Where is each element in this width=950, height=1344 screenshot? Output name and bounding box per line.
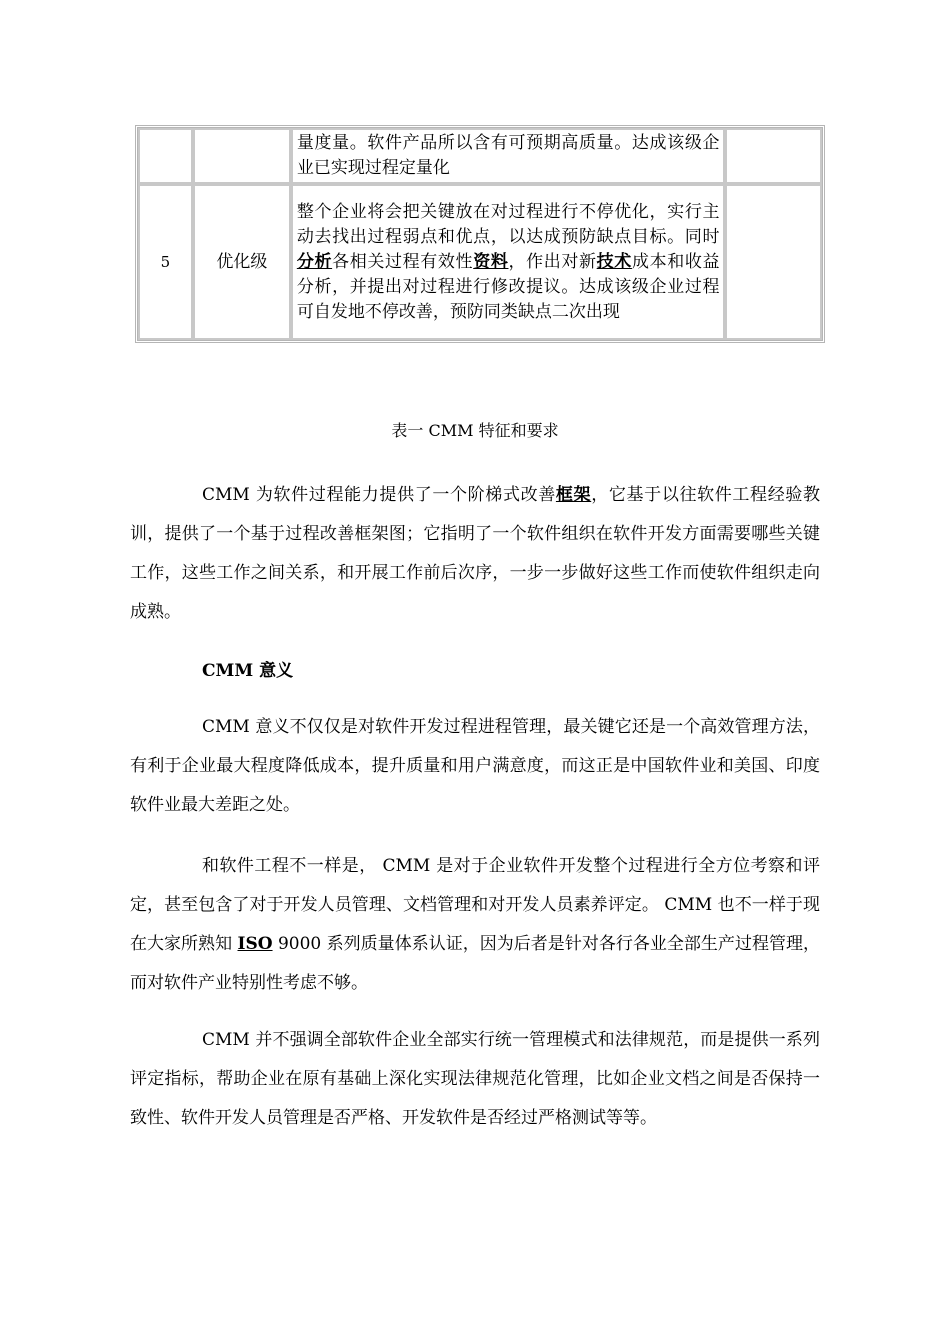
table-caption: 表一 CMM 特征和要求 (391, 421, 559, 440)
extra-cell (725, 184, 822, 340)
paragraph-text: CMM 为软件过程能力提供了一个阶梯式改善 (202, 485, 556, 505)
desc-text: 成本和收益分析，并提出对过程进行修改提议。达成该级企业过程可自发地不停改善，预防同类缺点二次出现 (296, 251, 720, 322)
level-name-cell: 优化级 (193, 184, 291, 340)
analysis-link[interactable]: 分析 (296, 251, 333, 272)
extra-cell (725, 128, 822, 184)
section-heading: CMM 意义 (202, 661, 294, 681)
framework-link[interactable]: 框架 (555, 485, 592, 505)
desc-text: 各相关过程有效性 (332, 251, 474, 272)
level-number-cell: 5 (138, 184, 193, 340)
desc-text: ，作出对新 (508, 251, 597, 272)
paragraph-text: 和软件工程不一样是， CMM 是对于企业软件开发整个过程进行全方位考察和评定，甚至包含了对于开发人员管理、文档管理和对开发人员素养评定。 CMM 也不一样于现在大家所熟知 (130, 856, 820, 954)
paragraph-cmm-meaning: CMM 意义不仅仅是对软件开发过程进程管理，最关键它还是一个高效管理方法，有利于企业最大程度降低成本，提升质量和用户满意度，而这正是中国软件业和美国、印度软件业最大差距之处。 (130, 717, 820, 815)
technology-link[interactable]: 技术 (596, 251, 632, 272)
data-link[interactable]: 资料 (473, 251, 509, 272)
level-name-cell (193, 128, 291, 184)
iso-link[interactable]: ISO (237, 934, 273, 954)
desc-text: 整个企业将会把关键放在对过程进行不停优化，实行主动去找出过程弱点和优点，以达成预防缺点目标。同时 (296, 201, 720, 247)
level-description-cell: 量度量。软件产品所以含有可预期高质量。达成该级企业已实现过程定量化 (291, 128, 726, 184)
paragraph-cmm-framework (130, 476, 820, 632)
paragraph-cmm-vs-software-engineering (130, 847, 820, 1003)
table-row (138, 128, 822, 184)
paragraph-text: 9000 系列质量体系认证，因为后者是针对各行各业全部生产过程管理，而对软件产业特别性考虑不够。 (130, 934, 820, 993)
paragraph-text: ，它基于以往软件工程经验教训，提供了一个基于过程改善框架图；它指明了一个软件组织在软件开发方面需要哪些关键工作，这些工作之间关系，和开展工作前后次序，一步一步做好这些工作而使软件组织走向成熟。 (130, 485, 821, 622)
cmm-levels-table (135, 125, 825, 343)
paragraph-cmm-evaluation: CMM 并不强调全部软件企业全部实行统一管理模式和法律规范，而是提供一系列评定指标，帮助企业在原有基础上深化实现法律规范化管理，比如企业文档之间是否保持一致性、软件开发人员管理是否严格、开发软件是否经过严格测试等等。 (130, 1030, 820, 1128)
table-row (138, 184, 822, 340)
level-description-cell (291, 184, 726, 340)
level-number-cell (138, 128, 193, 184)
